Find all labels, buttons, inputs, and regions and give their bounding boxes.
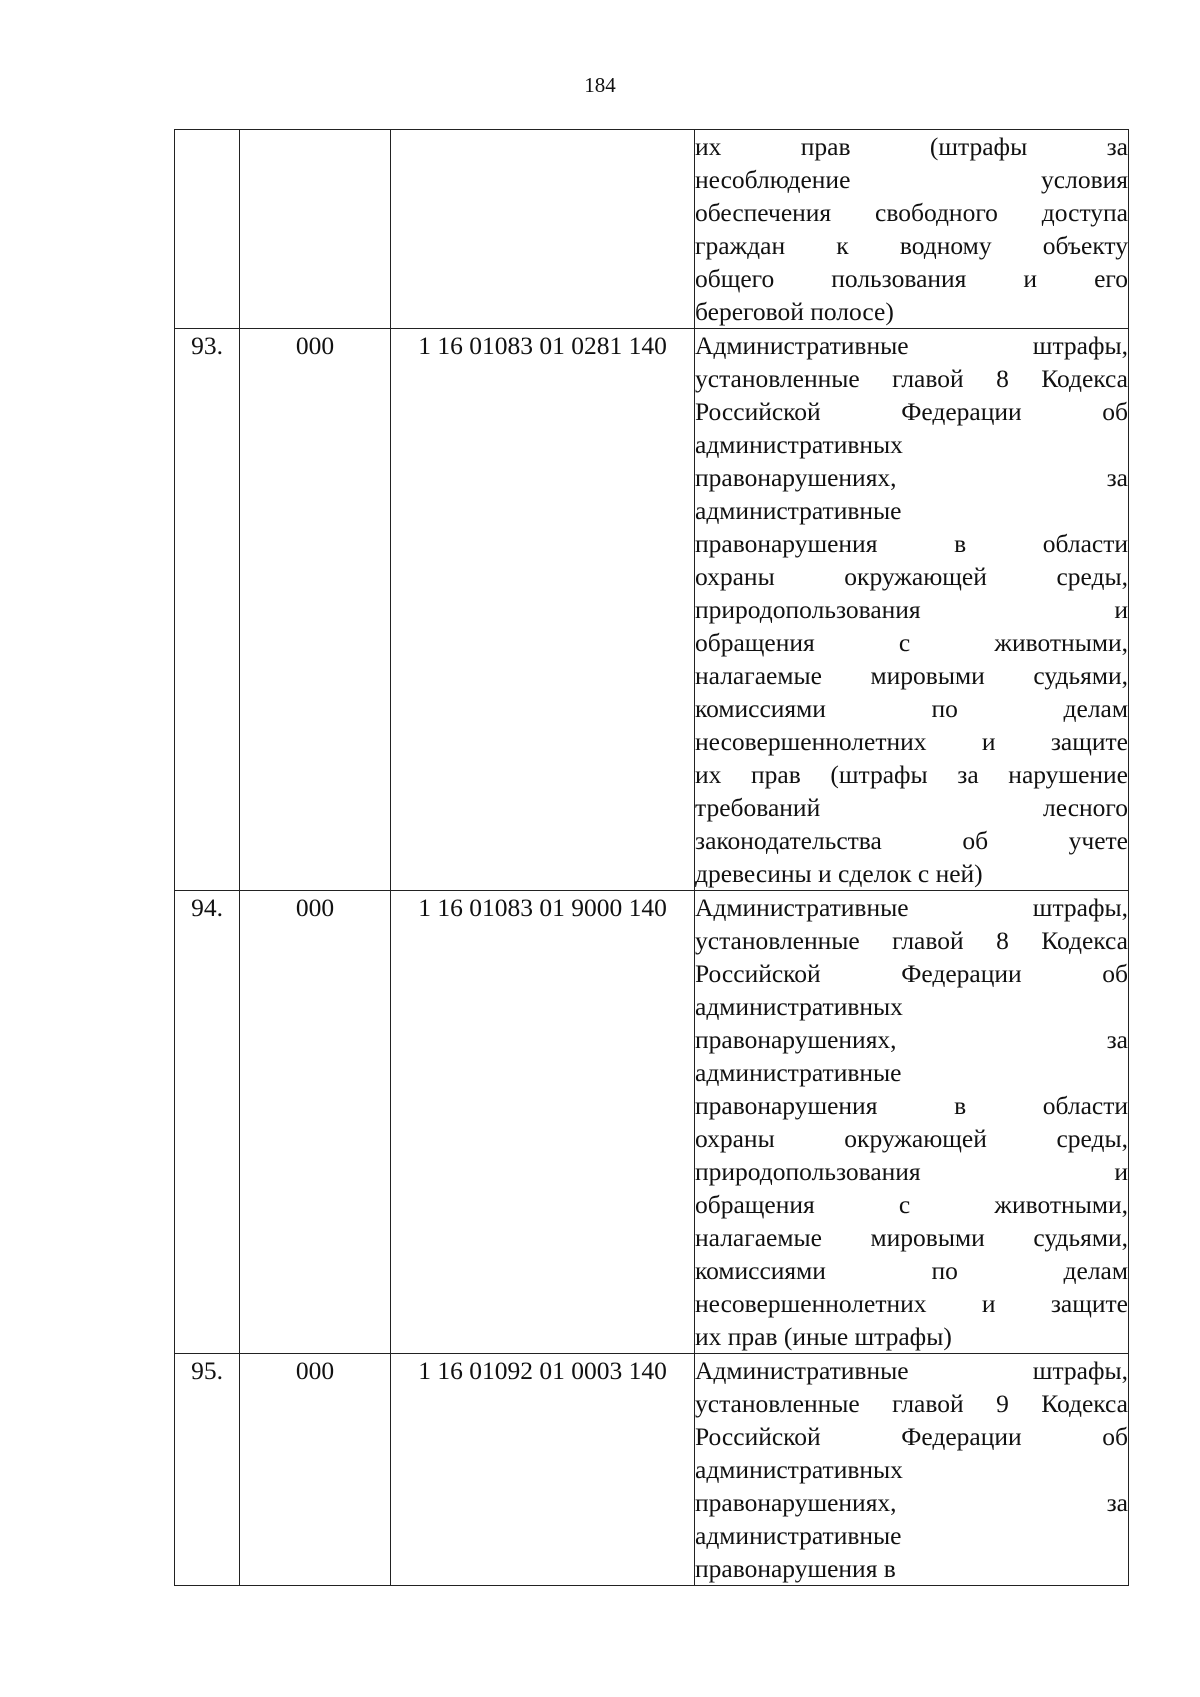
- description-line: налагаемые мировыми судьями,: [695, 661, 1128, 690]
- admin-code-cell: 000: [240, 329, 391, 891]
- description-line: правонарушениях, за: [695, 1488, 1128, 1517]
- description-line: обращения с животными,: [695, 628, 1128, 657]
- description-line: Российской Федерации об: [695, 397, 1128, 426]
- row-number-cell: 93.: [175, 329, 240, 891]
- description-line: береговой полосе): [695, 297, 894, 326]
- table-row: [175, 1354, 1129, 1586]
- description-line: административных: [695, 430, 903, 459]
- admin-code-cell: 000: [240, 891, 391, 1354]
- description-line: несовершеннолетних и защите: [695, 1289, 1128, 1318]
- description-line: Административные штрафы,: [695, 331, 1128, 360]
- row-number-cell: 95.: [175, 1354, 240, 1586]
- description-line: охраны окружающей среды,: [695, 1124, 1128, 1153]
- description-line: комиссиями по делам: [695, 694, 1128, 723]
- kbk-code-cell: 1 16 01083 01 0281 140: [391, 329, 695, 891]
- description-line: налагаемые мировыми судьями,: [695, 1223, 1128, 1252]
- table-row: [175, 130, 1129, 329]
- page-number: 184: [584, 73, 616, 97]
- description-line: Российской Федерации об: [695, 959, 1128, 988]
- description-cell: [695, 329, 1129, 891]
- description-line: их прав (штрафы за нарушение: [695, 760, 1128, 789]
- description-line: административные: [695, 1521, 902, 1550]
- description-line: природопользования и: [695, 595, 1128, 624]
- description-line: административных: [695, 992, 903, 1021]
- description-line: их прав (штрафы за: [695, 132, 1128, 161]
- description-line: законодательства об учете: [695, 826, 1128, 855]
- description-line: Российской Федерации об: [695, 1422, 1128, 1451]
- description-line: древесины и сделок с ней): [695, 859, 983, 888]
- description-line: административные: [695, 1058, 902, 1087]
- description-line: несоблюдение условия: [695, 165, 1128, 194]
- description-line: обеспечения свободного доступа: [695, 198, 1128, 227]
- description-line: граждан к водному объекту: [695, 231, 1128, 260]
- description-line: административных: [695, 1455, 903, 1484]
- description-line: их прав (иные штрафы): [695, 1322, 952, 1351]
- description-cell: [695, 1354, 1129, 1586]
- description-line: правонарушения в области: [695, 1091, 1128, 1120]
- description-line: установленные главой 9 Кодекса: [695, 1389, 1128, 1418]
- description-line: установленные главой 8 Кодекса: [695, 364, 1128, 393]
- table-row: [175, 329, 1129, 891]
- kbk-code-cell: 1 16 01083 01 9000 140: [391, 891, 695, 1354]
- description-line: правонарушения в: [695, 1554, 896, 1583]
- description-line: Административные штрафы,: [695, 893, 1128, 922]
- description-line: комиссиями по делам: [695, 1256, 1128, 1285]
- description-line: административные: [695, 496, 902, 525]
- table-body: [175, 130, 1129, 1586]
- description-cell: [695, 130, 1129, 329]
- description-line: природопользования и: [695, 1157, 1128, 1186]
- description-line: правонарушениях, за: [695, 463, 1128, 492]
- description-line: правонарушения в области: [695, 529, 1128, 558]
- description-line: правонарушениях, за: [695, 1025, 1128, 1054]
- admin-code-cell: [240, 130, 391, 329]
- admin-code-cell: 000: [240, 1354, 391, 1586]
- row-number-cell: [175, 130, 240, 329]
- description-line: обращения с животными,: [695, 1190, 1128, 1219]
- kbk-code-cell: [391, 130, 695, 329]
- description-line: общего пользования и его: [695, 264, 1128, 293]
- description-line: несовершеннолетних и защите: [695, 727, 1128, 756]
- kbk-code-cell: 1 16 01092 01 0003 140: [391, 1354, 695, 1586]
- description-cell: [695, 891, 1129, 1354]
- budget-codes-table: [174, 129, 1129, 1586]
- description-line: охраны окружающей среды,: [695, 562, 1128, 591]
- description-line: требований лесного: [695, 793, 1128, 822]
- description-line: установленные главой 8 Кодекса: [695, 926, 1128, 955]
- row-number-cell: 94.: [175, 891, 240, 1354]
- description-line: Административные штрафы,: [695, 1356, 1128, 1385]
- table-row: [175, 891, 1129, 1354]
